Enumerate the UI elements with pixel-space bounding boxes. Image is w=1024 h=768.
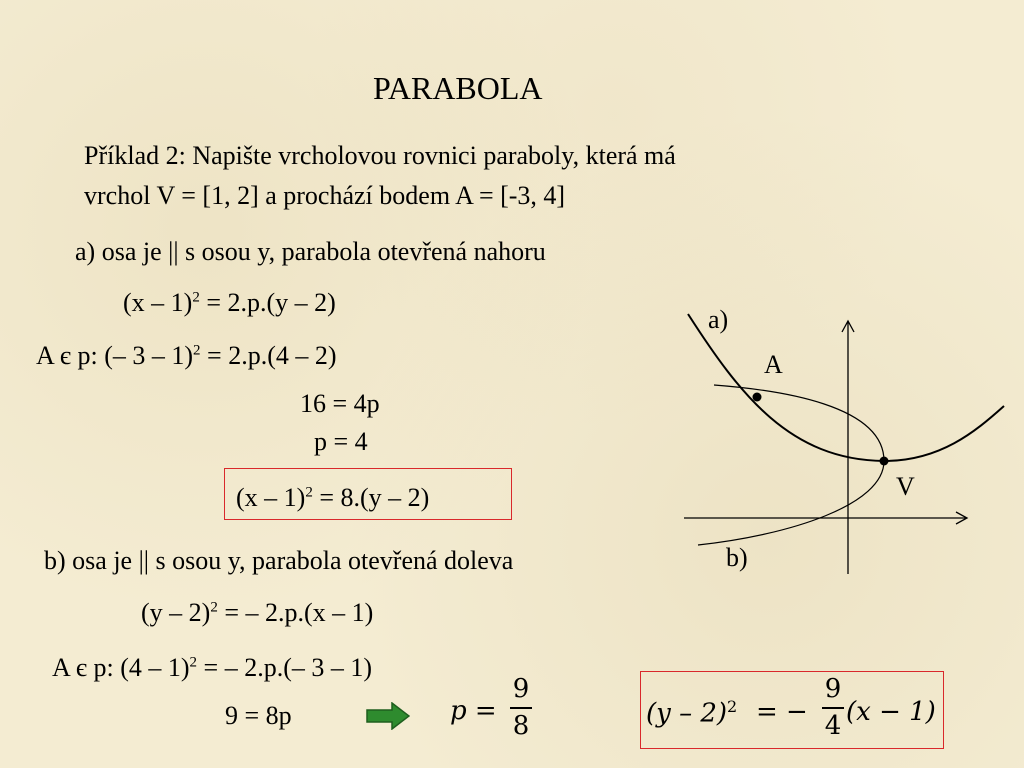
part-a-equation-2: A є p: (– 3 – 1)$^2$ = 2.p.(4 – 2)	[36, 341, 337, 370]
part-a-heading: a) osa je || s osou y, parabola otevřená nahoru	[75, 237, 546, 266]
parabola-graph	[670, 300, 1024, 590]
part-b-result: (y – 2)$^2$ = − 9 4 (x − 1)	[646, 674, 936, 741]
p-value-numerator: 9	[512, 674, 530, 704]
result-denominator: 4	[824, 711, 842, 741]
arrow-right-icon	[366, 702, 410, 730]
p-value-denominator: 8	[512, 711, 530, 741]
graph-label-a: a)	[708, 305, 729, 334]
parabola-b-curve	[698, 385, 884, 545]
part-b-equation-2: A є p: (4 – 1)$^2$ = – 2.p.(– 3 – 1)	[52, 653, 373, 682]
part-a-equation-4: p = 4	[314, 427, 368, 456]
task-text-line2: vrchol V = [1, 2] a prochází bodem A = [-3, 4]	[84, 181, 566, 210]
point-v-label: V	[896, 472, 915, 501]
point-v-dot	[880, 457, 889, 466]
parabola-a-curve	[688, 314, 1004, 461]
point-a-dot	[753, 393, 762, 402]
part-a-equation-1: (x – 1)$^2$ = 2.p.(y – 2)	[123, 288, 336, 317]
slide-title: PARABOLA	[373, 70, 543, 106]
part-b-equation-3: 9 = 8p	[225, 701, 292, 730]
part-b-equation-1: (y – 2)$^2$ = – 2.p.(x – 1)	[141, 598, 374, 627]
graph-label-b: b)	[726, 543, 748, 572]
part-a-equation-3: 16 = 4p	[300, 389, 380, 418]
result-numerator: 9	[824, 674, 842, 704]
point-a-label: A	[764, 350, 783, 379]
task-text-line1: Příklad 2: Napište vrcholovou rovnici paraboly, která má	[84, 141, 676, 170]
p-value-formula: p = 9 8	[450, 672, 540, 748]
part-a-result: (x – 1)$^2$ = 8.(y – 2)	[236, 483, 430, 512]
part-b-heading: b) osa je || s osou y, parabola otevřená doleva	[44, 546, 514, 575]
